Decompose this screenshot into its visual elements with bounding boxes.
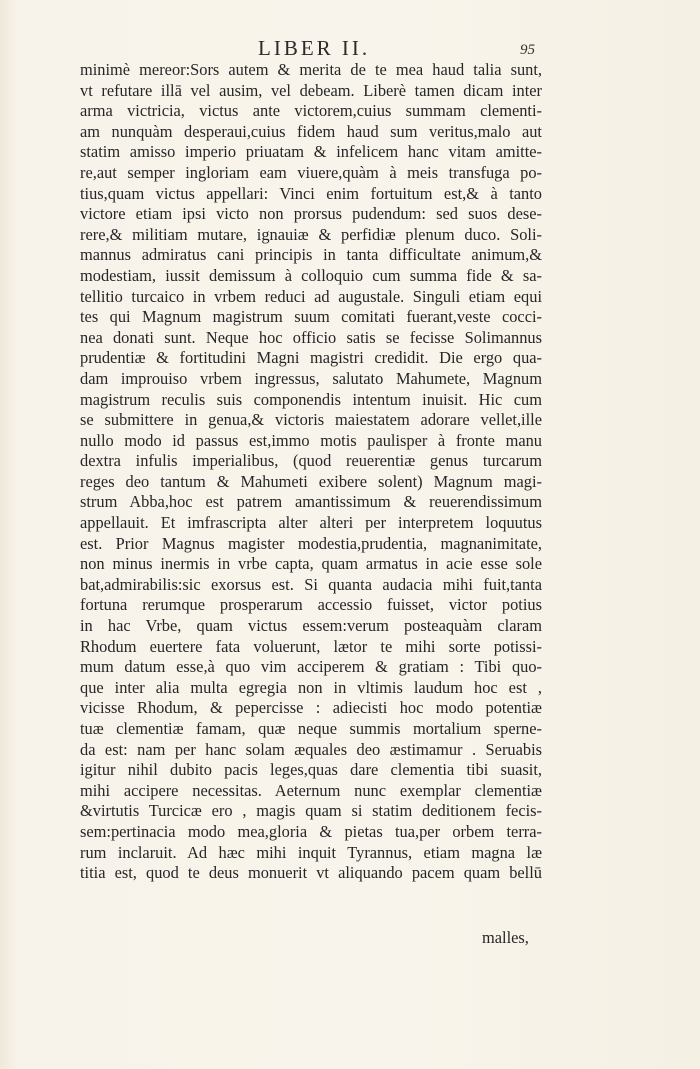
running-head: LIBER II.: [258, 36, 371, 60]
text-line: victore etiam ipsi victo non prorsus pudendum: sed suos dese-: [80, 204, 542, 224]
text-line: tius,quam victus appellari: Vinci enim fortuitum est,& à tanto: [80, 183, 542, 203]
text-line: magistrum reculis suis componendis intentum inuisit. Hic cum: [80, 389, 542, 409]
text-line: appellauit. Et imfrascripta alter alteri per interpretem loquutus: [80, 513, 542, 533]
text-line: non minus inermis in vrbe capta, quam armatus in acie esse sole: [80, 554, 542, 574]
text-line: dam improuiso vrbem ingressus, salutato Mahumete, Magnum: [80, 368, 542, 388]
text-line: nea donati sunt. Neque hoc officio satis se fecisse Solimannus: [80, 327, 542, 347]
text-line: que inter alia multa egregia non in vltimis laudum hoc est ,: [80, 677, 542, 697]
text-line: titia est, quod te deus monuerit vt aliquando pacem quam bellū: [80, 863, 542, 883]
text-line: fortuna rerumque prosperarum accessio fuisset, victor potius: [80, 595, 542, 615]
text-line: bat,admirabilis:sic exorsus est. Si quanta audacia mihi fuit,tanta: [80, 574, 542, 594]
catchword: malles,: [482, 928, 529, 947]
text-line: mannus admiratus cani principis in tanta difficultate animum,&: [80, 245, 542, 265]
text-line: vicisse Rhodum, & pepercisse : adiecisti hoc modo potentiæ: [80, 698, 542, 718]
text-line: dextra infulis imperialibus, (quod reuerentiæ genus turcarum: [80, 451, 542, 471]
text-line: reges deo tantum & Mahumeti exibere solent) Magnum magi-: [80, 471, 542, 491]
text-line: nullo modo id passus est,immo motis paulisper à fronte manu: [80, 430, 542, 450]
text-line: in hac Vrbe, quam victus essem:verum posteaquàm claram: [80, 616, 542, 636]
text-line: mum datum esse,à quo vim acciperem & gratiam : Tibi quo-: [80, 657, 542, 677]
body-text: [80, 60, 542, 884]
text-line: strum Abba,hoc est patrem amantissimum & reuerendissimum: [80, 492, 542, 512]
text-line: se submittere in genua,& victoris maiestatem adorare vellet,ille: [80, 410, 542, 430]
text-line: Rhodum euertere fata voluerunt, lætor te mihi sorte potissi-: [80, 636, 542, 656]
text-line: am nunquàm desperaui,cuius fidem haud sum veritus,malo aut: [80, 121, 542, 141]
text-line: rum inclaruit. Ad hæc mihi inquit Tyrannus, etiam magna læ: [80, 842, 542, 862]
text-line: vt refutare illā vel ausim, vel debeam. Liberè tamen dicam inter: [80, 80, 542, 100]
text-line: prudentiæ & fortitudini Magni magistri credidit. Die ergo qua-: [80, 348, 542, 368]
text-line: mihi accipere necessitas. Aeternum nunc exemplar clementiæ: [80, 780, 542, 800]
text-line: tellitio turcaico in vrbem reduci ad augustale. Singuli etiam equi: [80, 286, 542, 306]
text-line: igitur nihil dubito pacis leges,quas dare clementia tibi suasit,: [80, 760, 542, 780]
text-line: da est: nam per hanc solam æquales deo æstimamur . Seruabis: [80, 739, 542, 759]
text-line: sem:pertinacia modo mea,gloria & pietas tua,per orbem terra-: [80, 821, 542, 841]
text-line: &virtutis Turcicæ ero , magis quam si statim deditionem fecis-: [80, 801, 542, 821]
text-line: tuæ clementiæ famam, quæ neque summis mortalium sperne-: [80, 719, 542, 738]
page-number: 95: [520, 42, 535, 58]
text-line: minimè mereor:Sors autem & merita de te mea haud talia sunt,: [80, 60, 542, 79]
text-line: modestiam, iussit demissum à colloquio cum summa fide & sa-: [80, 265, 542, 285]
text-line: est. Prior Magnus magister modestia,prudentia, magnanimitate,: [80, 533, 542, 553]
text-line: rere,& militiam mutare, ignauiæ & perfidiæ plenum duco. Soli-: [80, 224, 542, 244]
text-line: tes qui Magnum magistrum suum comitati fuerant,veste cocci-: [80, 307, 542, 327]
text-line: re,aut semper ingloriam eam viuere,quàm à meis transfuga po-: [80, 162, 542, 182]
text-line: arma victricia, victus ante victorem,cuius summam clementi-: [80, 101, 542, 121]
text-line: statim amisso imperio priuatam & infelicem hanc vitam amitte-: [80, 142, 542, 162]
